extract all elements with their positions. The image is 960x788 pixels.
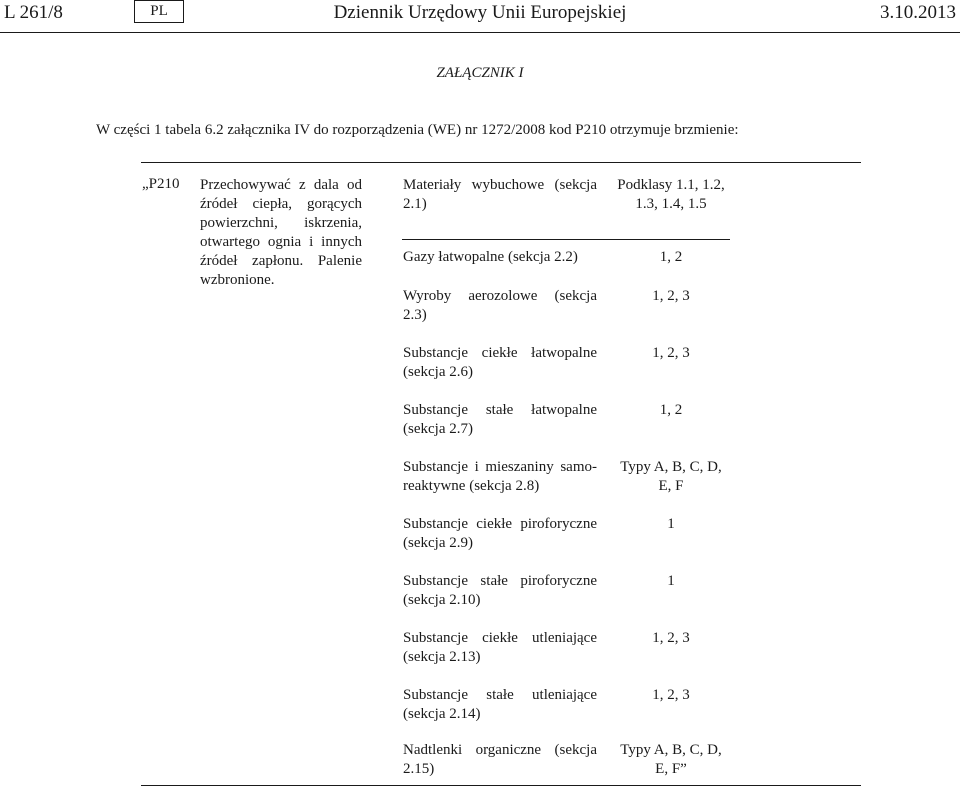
hazard-class: Substancje stałe utleniające (sekcja 2.14) xyxy=(403,687,597,722)
hazard-category: Podklasy 1.1, 1.2, 1.3, 1.4, 1.5 xyxy=(617,177,725,212)
hazard-category: 1, 2, 3 xyxy=(652,687,690,703)
publication-date: 3.10.2013 xyxy=(880,2,956,23)
hazard-class: Materiały wybuchowe (sekcja 2.1) xyxy=(403,177,597,212)
hazard-category: 1, 2 xyxy=(659,402,683,418)
header-divider xyxy=(0,32,960,33)
intro-paragraph: W części 1 tabela 6.2 załącznika IV do rozporządzenia (WE) nr 1272/2008 kod P210 otrzymuje brzmienie: xyxy=(96,122,739,138)
hazard-category: 1, 2, 3 xyxy=(652,288,690,304)
row-divider xyxy=(402,239,730,240)
statement-description: Przechowywać z dala od źródeł ciepła, gorących powierzchni, iskrzenia, otwartego ognia i innych źródeł zapłonu. Palenie wzbronione. xyxy=(200,177,362,288)
hazard-category: Typy A, B, C, D, E, F” xyxy=(620,742,722,777)
hazard-category: 1, 2, 3 xyxy=(652,630,690,646)
hazard-class: Substancje i mieszaniny samoreaktywne (sekcja 2.8) xyxy=(403,459,597,494)
hazard-class: Substancje ciekłe piroforyczne (sekcja 2.9) xyxy=(403,516,597,551)
hazard-category: 1, 2, 3 xyxy=(652,345,690,361)
hazard-class: Wyroby aerozolowe (sekcja 2.3) xyxy=(403,288,597,323)
hazard-class: Substancje stałe piroforyczne (sekcja 2.10) xyxy=(403,573,597,608)
table-bottom-rule xyxy=(141,785,861,786)
statement-code: „P210 xyxy=(142,176,180,192)
hazard-category: 1 xyxy=(667,516,675,532)
language-code-box: PL xyxy=(134,0,184,23)
page-header xyxy=(0,0,960,36)
journal-title: Dziennik Urzędowy Unii Europejskiej xyxy=(333,2,627,23)
hazard-category: 1, 2 xyxy=(659,249,683,265)
annex-title: ZAŁĄCZNIK I xyxy=(436,65,524,81)
hazard-class: Substancje ciekłe łatwopalne (sekcja 2.6) xyxy=(403,345,597,380)
table-top-rule xyxy=(141,162,861,163)
hazard-class: Nadtlenki organiczne (sekcja 2.15) xyxy=(403,742,597,777)
hazard-class: Substancje stałe łatwopalne (sekcja 2.7) xyxy=(403,402,597,437)
hazard-category: 1 xyxy=(667,573,675,589)
hazard-class: Gazy łatwopalne (sekcja 2.2) xyxy=(403,249,578,265)
hazard-class: Substancje ciekłe utleniające (sekcja 2.13) xyxy=(403,630,597,665)
hazard-category: Typy A, B, C, D, E, F xyxy=(620,459,722,494)
page-reference: L 261/8 xyxy=(4,2,63,23)
